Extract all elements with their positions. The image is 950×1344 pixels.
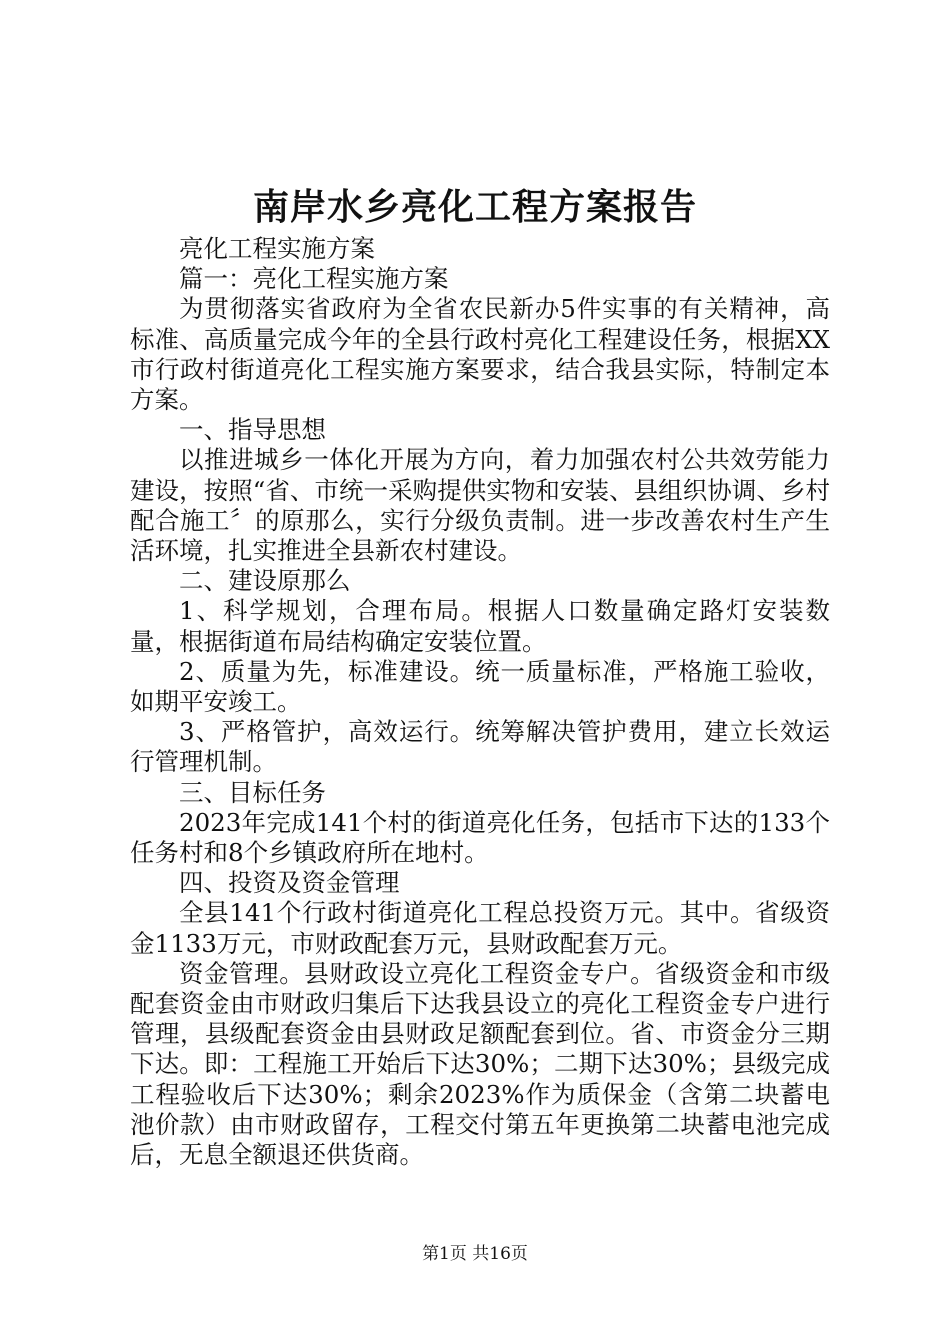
paragraph-principle-2: 2、质量为先，标准建设。统一质量标准，严格施工验收，如期平安竣工。	[130, 656, 830, 717]
paragraph-chapter-heading: 篇一：亮化工程实施方案	[179, 264, 449, 294]
section-heading-goals: 三、目标任务	[179, 777, 326, 807]
paragraph-investment: 全县141个行政村街道亮化工程总投资万元。其中。省级资金1133万元，市财政配套万元，县财政配套万元。	[130, 898, 830, 958]
document-body	[130, 234, 830, 1170]
paragraph-goals: 2023年完成141个村的街道亮化任务，包括市下达的133个任务村和8个乡镇政府所在地村。	[130, 807, 830, 868]
page-title: 南岸水乡亮化工程方案报告	[252, 186, 697, 228]
section-heading-guiding-thought: 一、指导思想	[179, 415, 326, 445]
paragraph-subtitle: 亮化工程实施方案	[179, 234, 375, 263]
paragraph-principle-3: 3、严格管护，高效运行。统筹解决管护费用，建立长效运行管理机制。	[130, 717, 830, 777]
section-heading-investment: 四、投资及资金管理	[179, 868, 400, 898]
section-heading-principles: 二、建设原那么	[179, 566, 351, 596]
paragraph-fund-management: 资金管理。县财政设立亮化工程资金专户。省级资金和市级配套资金由市财政归集后下达我县设立的亮化工程资金专户进行管理，县级配套资金由县财政足额配套到位。省、市资金分三期下达。即：工程施工开始后下达30%；二期下达30%；县级完成工程验收后下达30%；剩余2023%作为质保金（含第二块蓄电池价款）由市财政留存，工程交付第五年更换第二块蓄电池完成后，无息全额退还供货商。	[130, 958, 830, 1170]
paragraph-principle-1: 1、科学规划，合理布局。根据人口数量确定路灯安装数量，根据街道布局结构确定安装位置。	[130, 596, 830, 656]
paragraph-guiding-thought: 以推进城乡一体化开展为方向，着力加强农村公共效劳能力建设，按照“省、市统一采购提供实物和安装、县组织协调、乡村配合施工〞的原那么，实行分级负责制。进一步改善农村生产生活环境，扎实推进全县新农村建设。	[130, 445, 830, 566]
page-number-footer: 第1页 共16页	[422, 1244, 528, 1264]
paragraph-intro: 为贯彻落实省政府为全省农民新办5件实事的有关精神，高标准、高质量完成今年的全县行政村亮化工程建设任务，根据XX市行政村街道亮化工程实施方案要求，结合我县实际，特制定本方案。	[130, 294, 830, 415]
